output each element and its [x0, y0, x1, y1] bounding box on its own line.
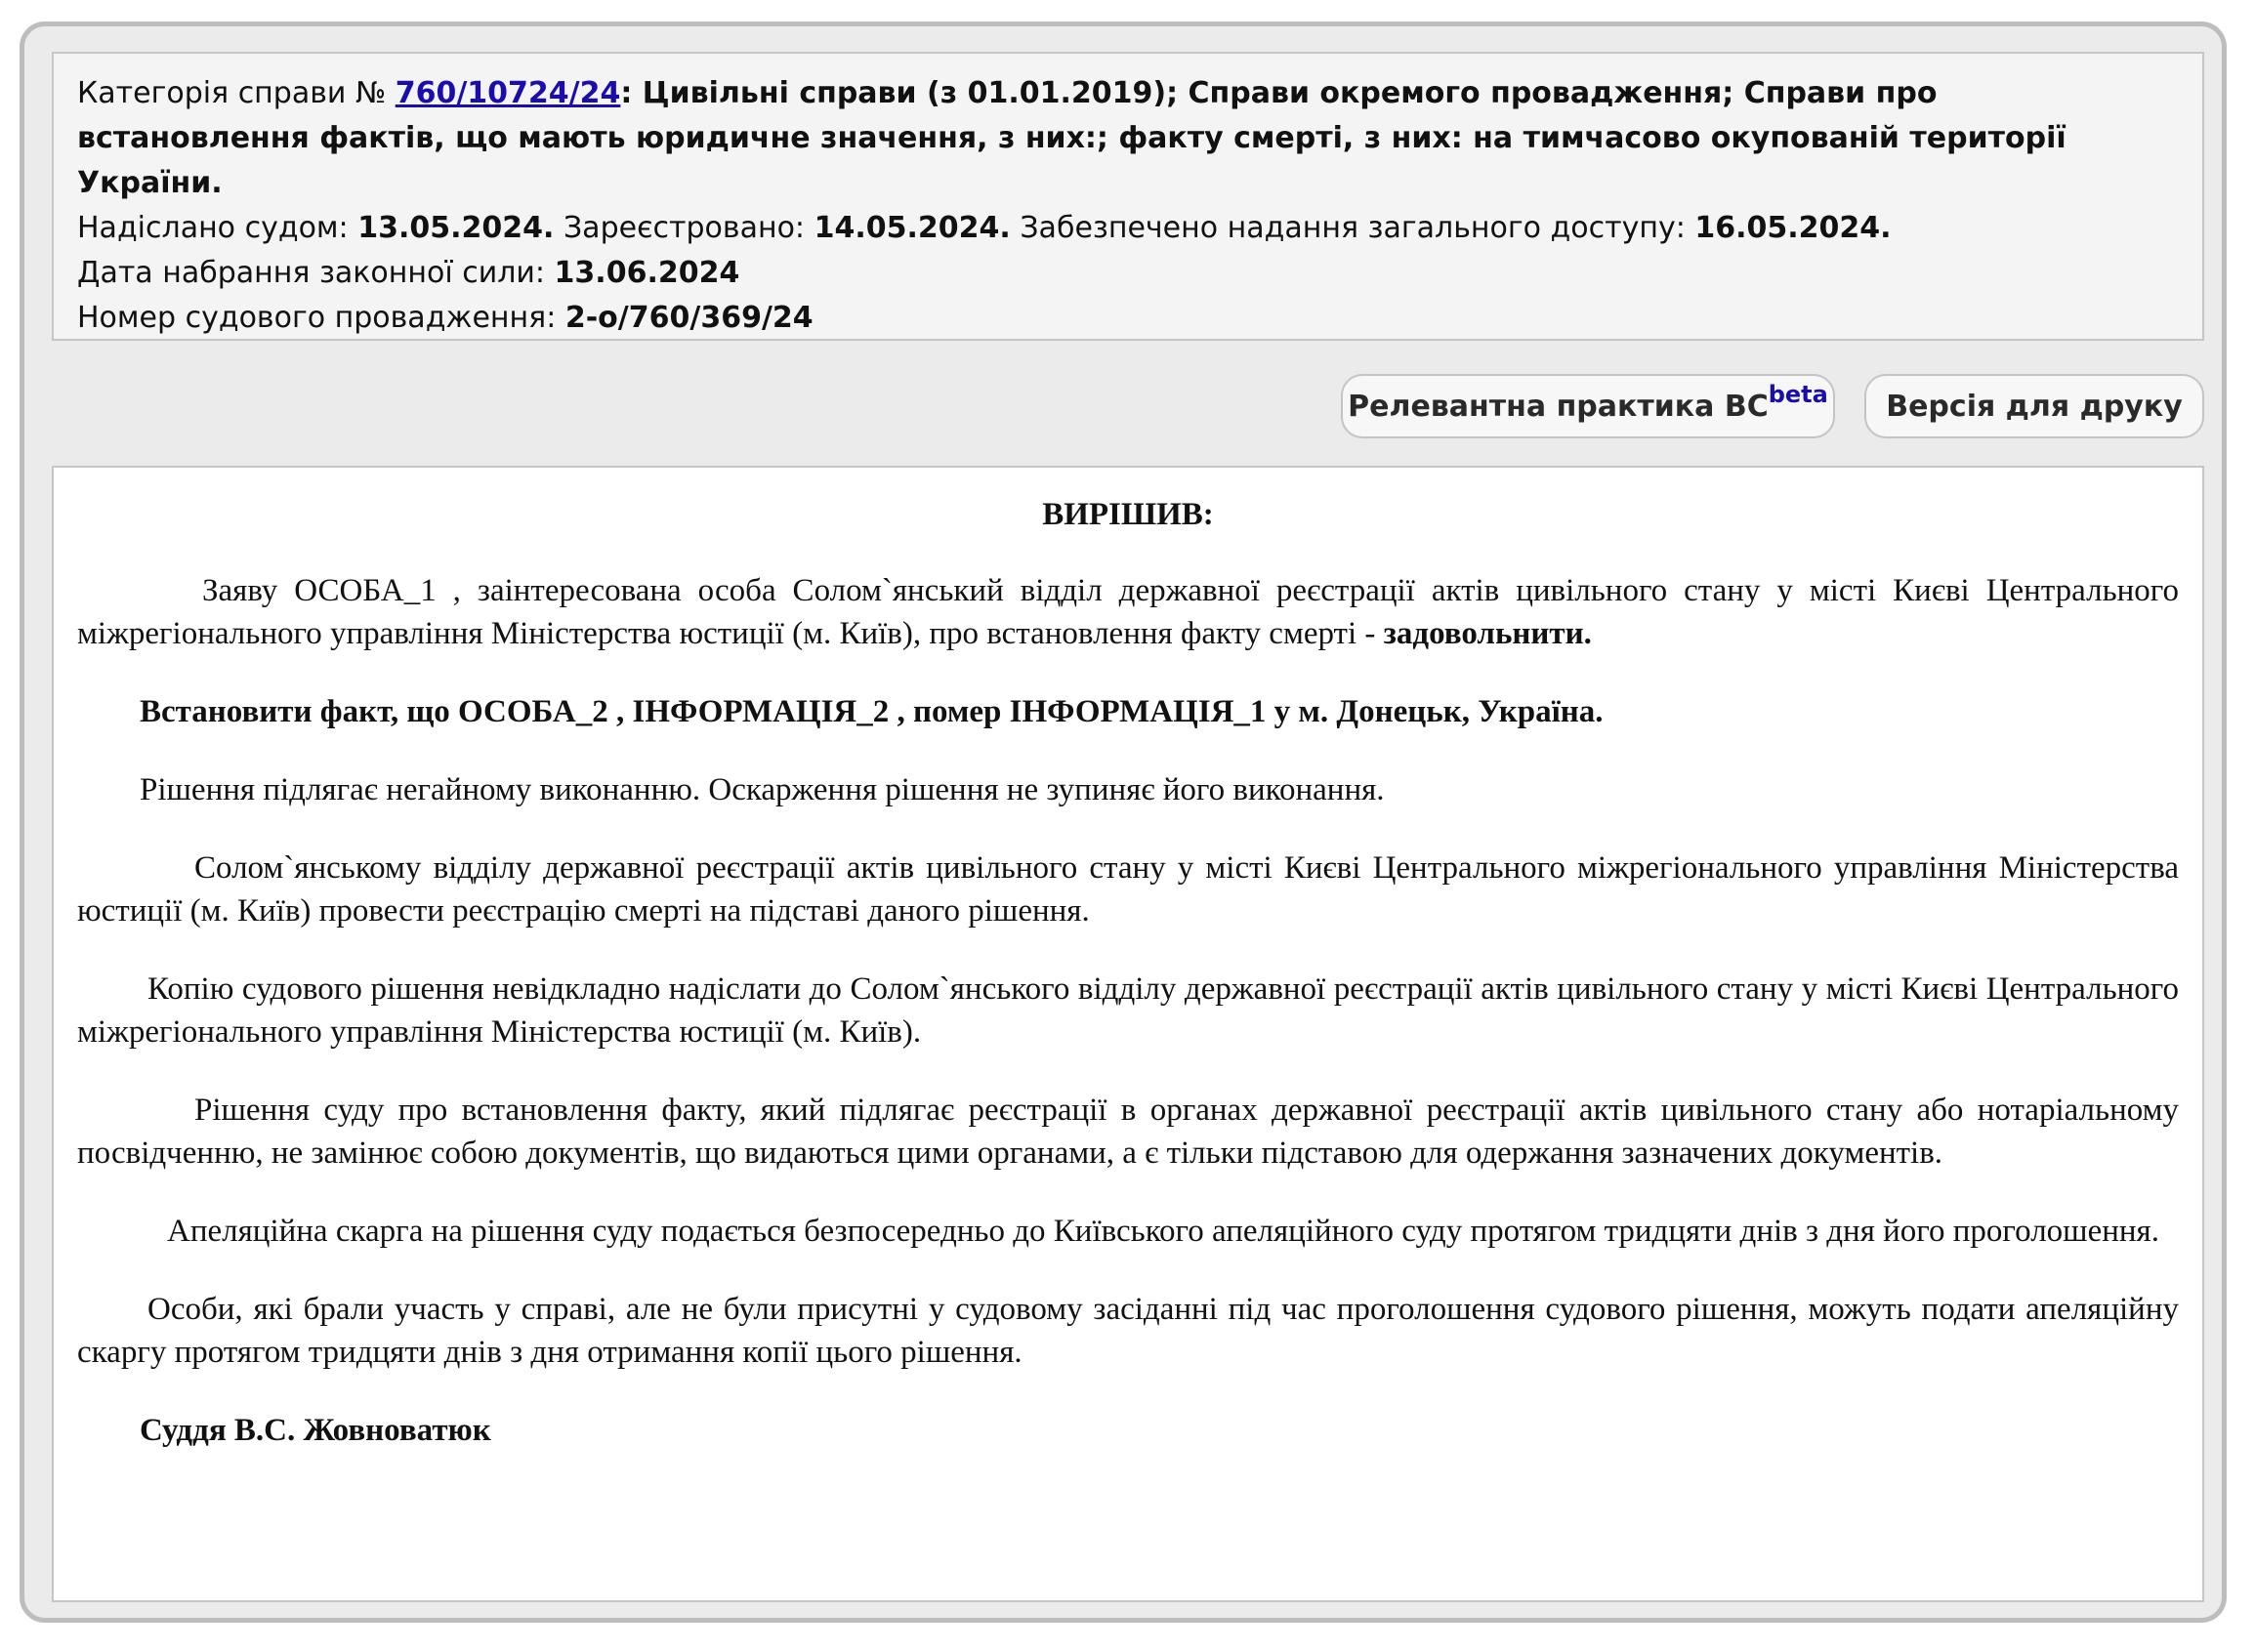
decision-text-panel	[52, 466, 2204, 1602]
sent-label: Надіслано судом:	[77, 211, 349, 245]
decision-paragraph: Копію судового рішення невідкладно надіслати до Солом`янського відділу державної реєстрації актів цивільного стану у місті Києві Центрального міжрегіонального управління Міністерства юстиції (м. Київ).	[77, 971, 2179, 1050]
proceeding-number: 2-о/760/369/24	[564, 301, 814, 335]
case-category-label: Категорія справи №	[77, 76, 387, 110]
registered-label: Зареєстровано:	[563, 211, 806, 245]
judge-signature: Суддя В.С. Жовноватюк	[140, 1413, 491, 1448]
proceeding-number-line	[77, 296, 2179, 341]
print-version-label: Версія для друку	[1886, 389, 2183, 424]
decision-paragraph-fact: Встановити факт, що ОСОБА_2 , ІНФОРМАЦІЯ_2 , помер ІНФОРМАЦІЯ_1 у м. Донецьк, Україна.	[140, 694, 1604, 729]
sent-date: 13.05.2024.	[357, 211, 555, 245]
access-label: Забезпечено надання загального доступу:	[1020, 211, 1686, 245]
case-number-link[interactable]: 760/10724/24	[395, 76, 621, 110]
effective-label: Дата набрання законної сили:	[77, 256, 545, 290]
decision-paragraph: Апеляційна скарга на рішення суду подається безпосередньо до Київського апеляційного суду протягом тридцяти днів з дня його проголошення.	[167, 1214, 2159, 1249]
paragraph-bold-text: задовольнити.	[1383, 616, 1592, 651]
relevant-practice-button[interactable]	[1341, 374, 1835, 438]
decision-paragraph: Особи, які брали участь у справі, але не були присутні у судовому засіданні під час проголошення судового рішення, можуть подати апеляційну скаргу протягом тридцяти днів з дня отримання копії цього рішення.	[77, 1292, 2179, 1370]
relevant-practice-label: Релевантна практика ВС	[1348, 389, 1769, 424]
decision-heading: ВИРІШИВ:	[1042, 497, 1214, 532]
access-date: 16.05.2024.	[1694, 211, 1892, 245]
effective-date-line	[77, 251, 2179, 296]
case-dates-line	[77, 206, 2179, 251]
case-category-line	[77, 71, 2179, 206]
decision-frame	[20, 21, 2227, 1623]
case-info-panel	[52, 52, 2204, 341]
beta-badge: beta	[1768, 381, 1828, 408]
effective-date: 13.06.2024	[554, 256, 740, 290]
decision-paragraph: Рішення підлягає негайному виконанню. Оскарження рішення не зупиняє його виконання.	[140, 772, 1385, 807]
decision-paragraph	[77, 569, 2179, 655]
case-category-text: : Цивільні справи (з 01.01.2019); Справи окремого провадження; Справи про встановлення фактів, що мають юридичне значення, з них:; факту смерті, з них: на тимчасово окупованій території України.	[77, 76, 2066, 200]
decision-paragraph: Рішення суду про встановлення факту, який підлягає реєстрації в органах державної реєстрації актів цивільного стану або нотаріальному посвідченню, не замінює собою документів, що видаються цими органами, а є тільки підставою для одержання зазначених документів.	[77, 1093, 2179, 1171]
decision-paragraph: Солом`янському відділу державної реєстрації актів цивільного стану у місті Києві Центрального міжрегіонального управління Міністерства юстиції (м. Київ) провести реєстрацію смерті на підставі даного рішення.	[77, 850, 2179, 929]
print-version-button[interactable]	[1864, 374, 2204, 438]
paragraph-text: Заяву ОСОБА_1 , заінтересована особа Солом`янський відділ державної реєстрації актів цивільного стану у місті Києві Центрального міжрегіонального управління Міністерства юстиції (м. Київ), про встановлення факту смерті -	[77, 573, 2179, 651]
registered-date: 14.05.2024.	[814, 211, 1011, 245]
proceeding-label: Номер судового провадження:	[77, 301, 557, 335]
